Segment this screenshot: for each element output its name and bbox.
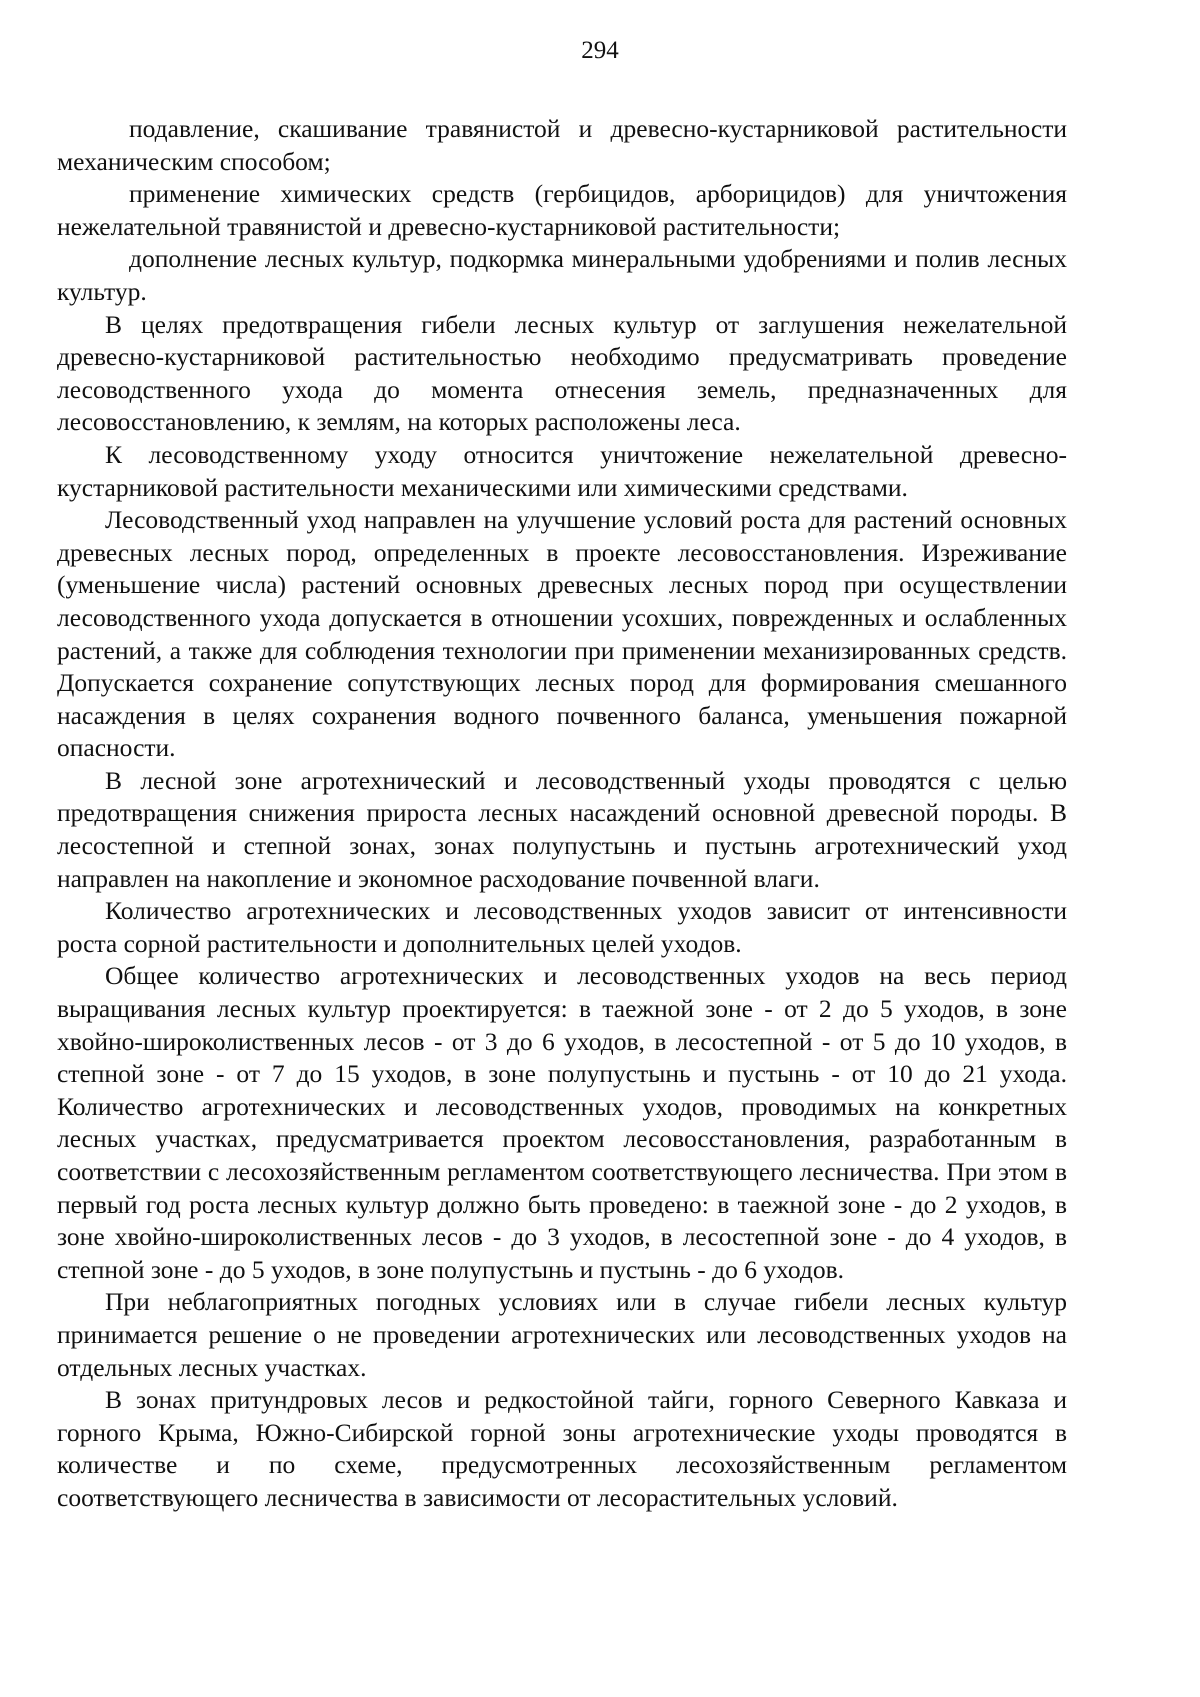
paragraph-care-quantity-factors: Количество агротехнических и лесоводственных уходов зависит от интенсивности роста сорной растительности и дополнительных целей уходов. xyxy=(57,896,1067,958)
paragraph-unfavorable-conditions: При неблагоприятных погодных условиях или в случае гибели лесных культур принимается решение о не проведении агротехнических или лесоводственных уходов на отдельных лесных участках. xyxy=(57,1287,1067,1382)
paragraph-forest-zone-care: В лесной зоне агротехнический и лесоводственный уходы проводятся с целью предотвращения снижения прироста лесных насаждений основной древесной породы. В лесостепной и степной зонах, зонах полупустынь и пустынь агротехнический уход направлен на накопление и экономное расходование почвенной влаги. xyxy=(57,765,1067,893)
list-item-supplement-fertilize-water: дополнение лесных культур, подкормка минеральными удобрениями и полив лесных культур. xyxy=(57,244,1067,306)
page-number: 294 xyxy=(581,37,619,64)
paragraph-silvicultural-care-definition: К лесоводственному уходу относится уничтожение нежелательной древесно-кустарниковой растительности механическими или химическими средствами. xyxy=(57,439,1067,502)
paragraph-prevention-of-loss: В целях предотвращения гибели лесных культур от заглушения нежелательной древесно-кустарниковой растительностью необходимо предусматривать проведение лесоводственного ухода до момента отнесения земель, предназначенных для лесовосстановлению, к землям, на которых расположены леса. xyxy=(57,309,1067,437)
document-body xyxy=(57,113,1067,1515)
list-item-mechanical-suppression: подавление, скашивание травянистой и древесно-кустарниковой растительности механическим способом; xyxy=(57,114,1067,176)
list-item-chemical-treatment: применение химических средств (гербицидов, арборицидов) для уничтожения нежелательной травянистой и древесно-кустарниковой растительности; xyxy=(57,179,1067,241)
paragraph-total-care-count: Общее количество агротехнических и лесоводственных уходов на весь период выращивания лесных культур проектируется: в таежной зоне - от 2 до 5 уходов, в зоне хвойно-широколиственных лесов - от 3 до 6 уходов, в лесостепной - от 5 до 10 уходов, в степной зоне - от 7 до 15 уходов, в зоне полупустынь и пустынь - от 10 до 21 ухода. Количество агротехнических и лесоводственных уходов, проводимых на конкретных лесных участках, предусматривается проектом лесовосстановления, разработанным в соответствии с лесохозяйственным регламентом соответствующего лесничества. При этом в первый год роста лесных культур должно быть проведено: в таежной зоне - до 2 уходов, в зоне хвойно-широколиственных лесов - до 3 уходов, в лесостепной зоне - до 4 уходов, в степной зоне - до 5 уходов, в зоне полупустынь и пустынь - до 6 уходов. xyxy=(57,961,1067,1284)
paragraph-special-zones: В зонах притундровых лесов и редкостойной тайги, горного Северного Кавказа и горного Крыма, Южно-Сибирской горной зоны агротехнические уходы проводятся в количестве и по схеме, предусмотренных лесохозяйственным регламентом соответствующего лесничества в зависимости от лесорастительных условий. xyxy=(57,1385,1067,1512)
paragraph-silvicultural-care-purpose: Лесоводственный уход направлен на улучшение условий роста для растений основных древесных лесных пород, определенных в проекте лесовосстановления. Изреживание (уменьшение числа) растений основных древесных лесных пород при осуществлении лесоводственного ухода допускается в отношении усохших, поврежденных и ослабленных растений, а также для соблюдения технологии при применении механизированных средств. Допускается сохранение сопутствующих лесных пород для формирования смешанного насаждения в целях сохранения водного почвенного баланса, уменьшения пожарной опасности. xyxy=(57,505,1067,763)
